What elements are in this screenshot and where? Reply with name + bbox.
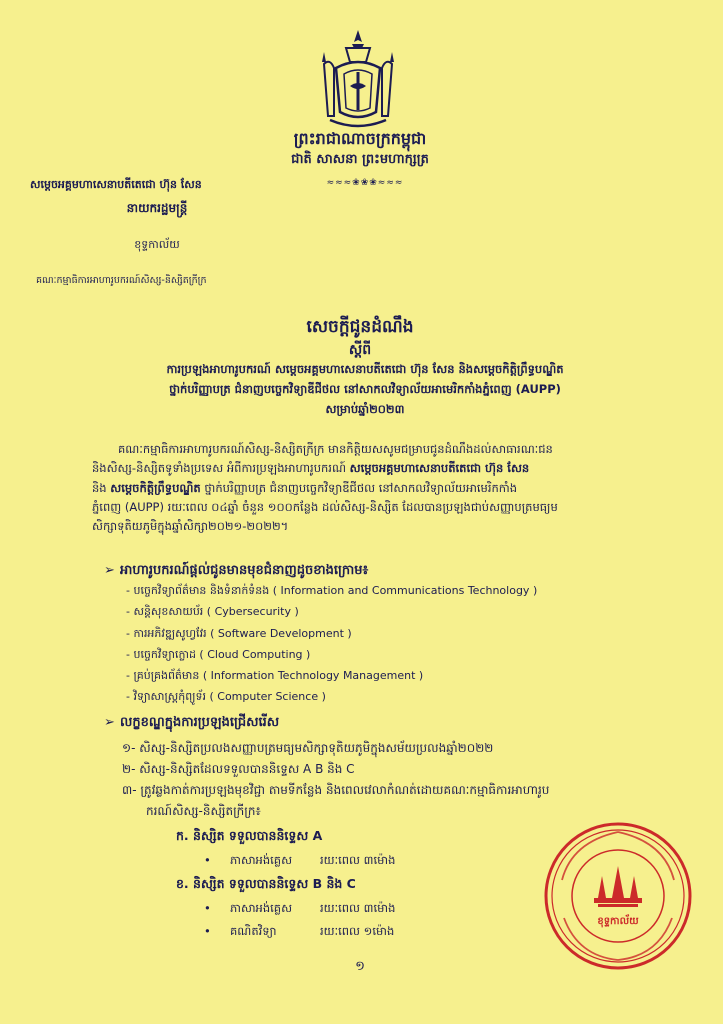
bullet-icon: • <box>204 853 211 867</box>
notice-heading: សេចក្តីជូនដំណឹង <box>306 317 414 337</box>
subject-row <box>176 853 576 870</box>
subject-duration: រយៈពេល ៣ម៉ោង <box>320 901 396 915</box>
subject-name: ភាសាអង់គ្លេស <box>230 853 293 867</box>
ornament-divider: ≈≈≈❀❀❀≈≈≈ <box>326 178 404 188</box>
sender-name: សម្តេចអគ្គមហាសេនាបតីតេជោ ហ៊ុន សែន <box>30 178 202 191</box>
body-paragraph <box>92 440 652 536</box>
arrow-icon: ➢ <box>104 715 115 730</box>
list-item: - បច្ចេកវិទ្យាក្លោដ ( Cloud Computing ) <box>126 647 311 661</box>
paragraph-line <box>92 479 652 498</box>
list-item: - សន្តិសុខសាយប័រ ( Cybersecurity ) <box>126 605 299 619</box>
official-seal <box>542 820 694 972</box>
paragraph-line <box>92 459 652 478</box>
bullet-icon: • <box>204 901 211 915</box>
criteria-list <box>122 738 682 822</box>
criteria-item: ២- សិស្ស-និស្សិតដែលទទួលបាននិទ្ទេស A B និង C <box>122 762 355 776</box>
page-number: ១ <box>355 959 365 974</box>
paragraph-emphasis: សម្តេចកិត្តិព្រឹទ្ធបណ្ឌិត <box>110 480 201 495</box>
notice-subheading: ស្តីពី <box>348 342 372 358</box>
section-fields-heading <box>104 562 368 581</box>
subject-name: គណិតវិទ្យា <box>230 924 277 938</box>
kingdom-title: ព្រះរាជាណាចក្រកម្ពុជា <box>293 129 427 148</box>
criteria-item: ៣- ត្រូវឆ្លងកាត់ការប្រឡងមុខវិជ្ជា តាមទីកន្លែង និងពេលវេលាកំណត់ដោយគណៈកម្មាធិការអាហារូប <box>122 783 550 797</box>
list-item: - ការអភិវឌ្ឍសូហ្វវែរ ( Software Development ) <box>126 626 352 640</box>
group-b-title: ខ. និស្សិត ទទួលបាននិទ្ទេស B និង C <box>176 876 356 891</box>
paragraph-text: និង <box>92 480 111 495</box>
notice-title-line-1: ការប្រឡងអាហារូបករណ៍ សម្តេចអគ្គមហាសេនាបតីតេជោ ហ៊ុន សែន និងសម្តេចកិត្តិព្រឹទ្ធបណ្ឌិត <box>166 362 564 376</box>
subject-row <box>176 924 576 941</box>
paragraph-text: ថ្នាក់បរិញ្ញាបត្រ ជំនាញបច្ចេកវិទ្យាឌីជីថល នៅសាកលវិទ្យាល័យអាមេរិកកាំង <box>200 480 518 495</box>
notice-title-line-2: ថ្នាក់បរិញ្ញាបត្រ ជំនាញបច្ចេកវិទ្យាឌីជីថល នៅសាកលវិទ្យាល័យអាមេរិកកាំងភ្នំពេញ (AUPP) <box>169 382 561 396</box>
national-motto: ជាតិ សាសនា ព្រះមហាក្សត្រ <box>291 152 429 167</box>
subject-name: ភាសាអង់គ្លេស <box>230 901 293 915</box>
subject-duration: រយៈពេល ១ម៉ោង <box>320 924 395 938</box>
paragraph-line: គណៈកម្មាធិការអាហារូបករណ៍សិស្ស-និស្សិតក្រីក្រ មានកិត្តិយសសូមជម្រាបជូនដំណឹងដល់សាធារណៈជន <box>118 442 553 456</box>
royal-emblem <box>316 28 400 130</box>
subject-duration: រយៈពេល ៣ម៉ោង <box>320 853 396 867</box>
paragraph-text: និងសិស្ស-និស្សិតទូទាំងប្រទេស អំពីការប្រឡងអាហារូបករណ៍ <box>92 461 350 476</box>
sender-title: នាយករដ្ឋមន្ត្រី <box>126 201 188 215</box>
notice-title-line-3: សម្រាប់ឆ្នាំ២០២៣ <box>325 402 405 416</box>
fields-list <box>126 580 686 708</box>
arrow-icon: ➢ <box>104 563 115 578</box>
seal-center-text: ខុទ្ទកាល័យ <box>597 916 639 927</box>
sender-office: ខុទ្ទកាល័យ <box>134 238 180 251</box>
criteria-item-cont: ករណ៍សិស្ស-និស្សិតក្រីក្រ៖ <box>146 804 261 818</box>
list-item: - គ្រប់គ្រងព័ត៌មាន ( Information Technology Management ) <box>126 669 424 683</box>
bullet-icon: • <box>204 924 211 938</box>
paragraph-emphasis: សម្តេចអគ្គមហាសេនាបតីតេជោ ហ៊ុន សែន <box>349 461 530 476</box>
group-a-title: ក. និស្សិត ទទួលបាននិទ្ទេស A <box>176 828 323 843</box>
group-a <box>176 828 576 870</box>
criteria-item: ១- សិស្ស-និស្សិតប្រលងសញ្ញាបត្រមធ្យមសិក្សាទុតិយភូមិក្នុងសម័យប្រលងឆ្នាំ២០២២ <box>122 741 494 755</box>
sender-committee: គណៈកម្មាធិការអាហារូបករណ៍សិស្ស-និស្សិតក្រីក្រ <box>36 275 207 286</box>
paragraph-line: សិក្សាទុតិយភូមិក្នុងឆ្នាំសិក្សា២០២១-២០២២។ <box>92 519 289 534</box>
section-title: លក្ខខណ្ឌក្នុងការប្រឡងជ្រើសរើស <box>120 715 280 730</box>
section-title: អាហារូបករណ៍ផ្តល់ជូនមានមុខជំនាញដូចខាងក្រោម៖ <box>120 563 369 578</box>
list-item: - វិទ្យាសាស្ត្រកុំព្យូទ័រ ( Computer Science ) <box>126 690 326 704</box>
paragraph-line: ភ្នំពេញ (AUPP) រយៈពេល ០៤ឆ្នាំ ចំនួន ១០០កន្លែង ដល់សិស្ស-និស្សិត ដែលបានប្រឡងជាប់សញ្ញាបត្រមធ្យម <box>92 499 558 514</box>
group-b <box>176 876 576 941</box>
list-item: - បច្ចេកវិទ្យាព័ត៌មាន និងទំនាក់ទំនង ( Information and Communications Technology ) <box>126 584 538 597</box>
section-criteria-heading <box>104 714 279 733</box>
subject-row <box>176 901 576 918</box>
